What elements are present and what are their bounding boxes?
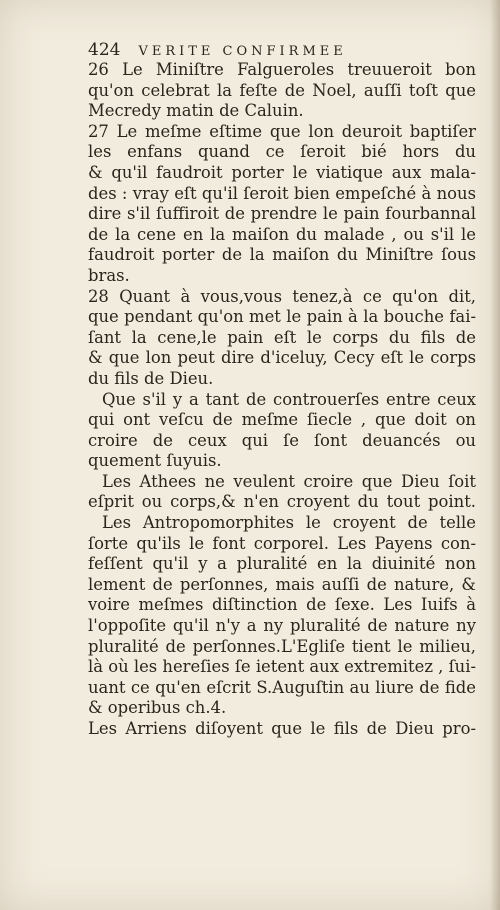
text-line: Que s'il y a tant de controuerſes entre ceux <box>102 389 476 409</box>
text-line: bras. <box>88 265 130 285</box>
text-line: quement ſuyuis. <box>88 451 222 471</box>
text-line: du fils de Dieu. <box>88 368 214 388</box>
text-line: & qu'il faudroit porter le viatique aux mala- <box>88 162 476 182</box>
text-line: Les Arriens diſoyent que le fils de Dieu pro- <box>88 719 476 738</box>
text-line: & operibus ch.4. <box>88 698 227 718</box>
text-line: pluralité de perſonnes.L'Egliſe tient le milieu, <box>88 636 476 656</box>
text-line: eſprit ou corps,& n'en croyent du tout point. <box>88 492 476 512</box>
text-line: des : vray eſt qu'il ſeroit bien empeſché à nous <box>88 183 476 203</box>
text-line: 27 Le meſme eſtime que lon deuroit baptiſer <box>88 121 476 141</box>
page-number: 424 <box>88 40 121 60</box>
text-line: 26 Le Miniſtre Falgueroles treuueroit bon <box>88 60 476 79</box>
text-line: 28 Quant à vous,vous tenez,à ce qu'on dit, <box>88 286 476 306</box>
text-line: ſorte qu'ils le font corporel. Les Payens con- <box>88 533 476 553</box>
text-line: les enfans quand ce ſeroit bié hors du <box>88 142 476 162</box>
text-line: ſant la cene,le pain eſt le corps du fils de <box>88 327 476 347</box>
text-line: de la cene en la maiſon du malade , ou s'il le <box>88 224 476 244</box>
text-line: qui ont veſcu de meſme ſiecle , que doit on <box>88 410 476 430</box>
text-line: voire meſmes diſtinction de ſexe. Les Iuifs à <box>88 595 476 615</box>
text-line: là où les hereſies ſe ietent aux extremitez , ſui- <box>88 657 476 677</box>
page-gutter-shadow <box>490 0 500 910</box>
text-line: lement de perſonnes, mais auſſi de nature, & <box>88 574 476 594</box>
text-line: dire s'il ſuffiroit de prendre le pain fourbannal <box>88 204 476 224</box>
running-head: VERITE CONFIRMEE <box>138 44 347 59</box>
text-line: croire de ceux qui ſe ſont deuancés ou <box>88 430 476 450</box>
text-line: Les Antropomorphites le croyent de telle <box>102 513 476 533</box>
text-line: & que lon peut dire d'iceluy, Cecy eſt le corps <box>88 348 476 368</box>
text-line: faudroit porter de la maiſon du Miniſtre ſous <box>88 245 476 265</box>
text-line: Les Athees ne veulent croire que Dieu ſoit <box>102 471 476 491</box>
text-line: que pendant qu'on met le pain à la bouche fai- <box>88 307 476 327</box>
text-line: l'oppoſite qu'il n'y a ny pluralité de nature ny <box>88 616 476 636</box>
body-text <box>88 60 476 740</box>
text-line: Mecredy matin de Caluin. <box>88 101 304 121</box>
page-header <box>88 40 428 60</box>
text-line: feſſent qu'il y a pluralité en la diuinité non <box>88 554 476 574</box>
text-line: uant ce qu'en eſcrit S.Auguſtin au liure de fide <box>88 677 476 697</box>
text-line: qu'on celebrat la feſte de Noel, auſſi toſt que <box>88 80 476 100</box>
